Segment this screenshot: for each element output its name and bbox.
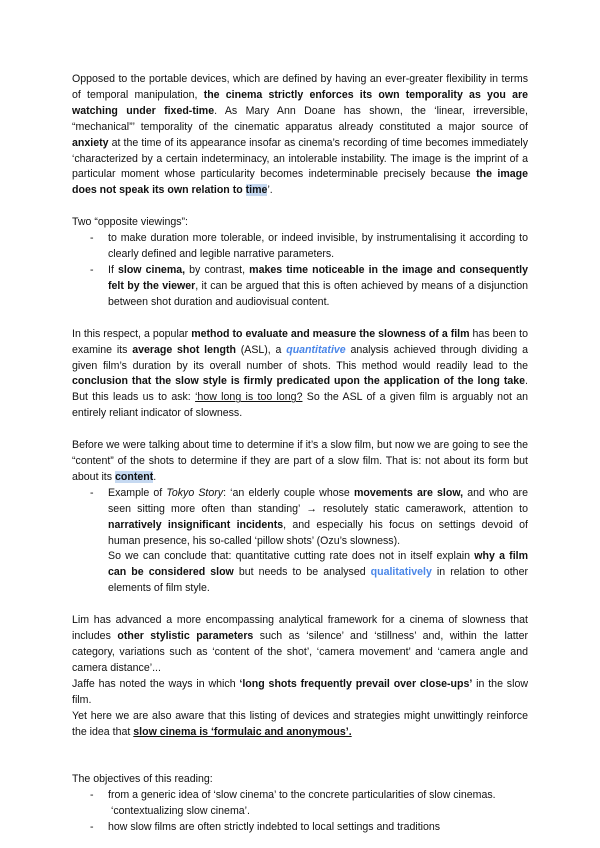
- paragraph-lim: Lim has advanced a more encompassing analytical framework for a cinema of slowness that includes other stylistic parameters such as ‘silence’ and ‘stillness’ and, within the latter category, variations such as ‘content of the shot’, ‘camera movement’ and ‘camera angle and camera distance’...: [72, 614, 529, 674]
- bullet-dash: -: [90, 821, 94, 834]
- keyword-quantitative: quantitative: [286, 343, 346, 356]
- bullet-dash: -: [90, 263, 94, 276]
- paragraph-formulaic: Yet here we are also aware that this listing of devices and strategies might unwittingly reinforce the idea that slow cinema is ‘formulaic and anonymous’.: [72, 709, 528, 738]
- keyword-qualitatively: qualitatively: [370, 566, 432, 579]
- list-item: - If slow cinema, by contrast, makes time noticeable in the image and consequently felt by the viewer, it can be argued that this is often achieved by means of a disjunction between shot duration and audiovisual content.: [90, 263, 528, 308]
- bullet-dash: -: [90, 232, 94, 245]
- list-two-viewings: [72, 231, 528, 311]
- highlight-content: content: [115, 470, 154, 483]
- paragraph-jaffe: Jaffe has noted the ways in which ‘long shots frequently prevail over close-ups’ in the slow film.: [72, 677, 528, 706]
- paragraph-temporality: Opposed to the portable devices, which are defined by having an ever-greater flexibility in terms of temporal manipulation, the cinema strictly enforces its own temporality as you are watching under fixed-time. As Mary Ann Doane has shown, the ‘linear, irreversible, “mechanical”’ temporality of the cinematic apparatus already constituted a major source of anxiety at the time of its appearance insofar as cinema’s recording of time becomes immediately ‘characterized by a certain indeterminacy, an intolerable instability. The image is the imprint of a particular moment whose particularity becomes indeterminable precisely because the image does not speak its own relation to time’.: [72, 73, 529, 197]
- highlight-time: time: [245, 184, 268, 197]
- list-objectives: [72, 788, 528, 836]
- list-tokyo-story: [72, 486, 528, 550]
- paragraph-asl: In this respect, a popular method to evaluate and measure the slowness of a film has been to examine its average shot length (ASL), a quantitative analysis achieved through dividing a given film’s duration by its overall number of shots. This method would readily lead to the conclusion that the slow style is firmly predicated upon the application of the long take. But this leads us to ask: ‘how long is too long? So the ASL of a given film is arguably not an entirely reliant indicator of slowness.: [72, 327, 529, 420]
- list-item: - Example of Tokyo Story: ‘an elderly couple whose movements are slow, and who are seen sitting more often than standing’ → resolutely static camerawork, attention to narratively insignificant incidents, and especially his focus on settings devoid of human presence, his so-called ‘pillow shots’ (Ozu’s slowness).: [90, 486, 528, 547]
- list-item: - how slow films are often strictly indebted to local settings and traditions: [72, 820, 528, 836]
- list-item: - to make duration more tolerable, or indeed invisible, by instrumentalising it according to clearly defined and legible narrative parameters.: [90, 232, 528, 261]
- bullet-dash: -: [90, 486, 94, 499]
- paragraph-content: Before we were talking about time to determine if it’s a slow film, but now we are going to see the “content” of the shots to determine if they are part of a slow film. That is: not about its form but about its content.: [72, 439, 528, 483]
- document-page: [72, 72, 528, 836]
- bullet-dash: -: [90, 789, 94, 802]
- paragraph-conclusion: So we can conclude that: quantitative cutting rate does not in itself explain why a film can be considered slow but needs to be analysed qualitatively in relation to other elements of film style.: [108, 550, 529, 595]
- list-item: - from a generic idea of ‘slow cinema’ to the concrete particularities of slow cinemas. ‘contextualizing slow cinema’.: [90, 789, 496, 818]
- paragraph-objectives-intro: The objectives of this reading:: [72, 773, 213, 786]
- paragraph-two-viewings-intro: Two “opposite viewings”:: [72, 216, 188, 229]
